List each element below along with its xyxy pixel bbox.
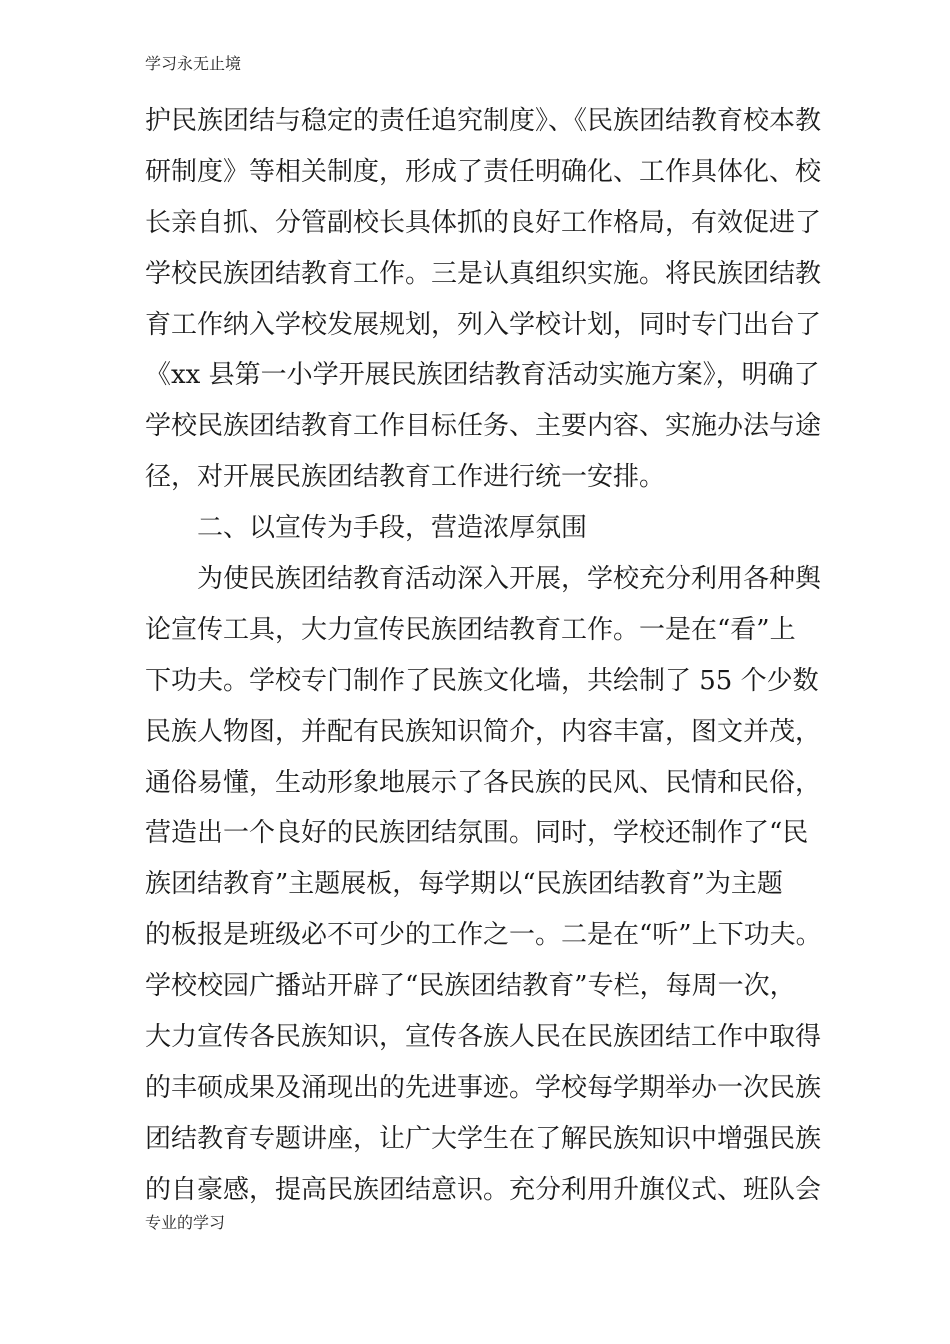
text-line: 护民族团结与稳定的责任追究制度》、《民族团结教育校本教 [145, 106, 822, 136]
text-line: 的板报是班级必不可少的工作之一。二是在“听”上下功夫。 [145, 920, 822, 951]
body-text [145, 96, 825, 1216]
text-line: 团结教育专题讲座，让广大学生在了解民族知识中增强民族 [145, 1123, 822, 1154]
text-line: 营造出一个良好的民族团结氛围。同时，学校还制作了“民 [145, 818, 809, 849]
text-line: 论宣传工具，大力宣传民族团结教育工作。一是在“看”上 [145, 614, 796, 645]
text-line: 族团结教育”主题展板，每学期以“民族团结教育”为主题 [145, 869, 783, 900]
text-line: 民族人物图，并配有民族知识简介，内容丰富，图文并茂， [145, 716, 822, 747]
text-line: 学校校园广播站开辟了“民族团结教育”专栏，每周一次， [145, 971, 796, 1002]
text-line: 长亲自抓、分管副校长具体抓的良好工作格局，有效促进了 [145, 207, 822, 238]
text-line: 的自豪感，提高民族团结意识。充分利用升旗仪式、班队会 [145, 1174, 822, 1205]
page-header: 学习永无止境 [145, 54, 242, 73]
text-line: 径，对开展民族团结教育工作进行统一安排。 [145, 462, 666, 493]
text-line: 二、以宣传为手段，营造浓厚氛围 [197, 513, 588, 544]
text-line: 学校民族团结教育工作。三是认真组织实施。将民族团结教 [145, 258, 822, 289]
text-line: 育工作纳入学校发展规划，列入学校计划，同时专门出台了 [145, 309, 822, 340]
text-line: 为使民族团结教育活动深入开展，学校充分利用各种舆 [197, 564, 822, 595]
text-line: 研制度》等相关制度，形成了责任明确化、工作具体化、校 [145, 156, 822, 187]
text-line: 大力宣传各民族知识，宣传各族人民在民族团结工作中取得 [145, 1022, 822, 1053]
text-line: 下功夫。学校专门制作了民族文化墙，共绘制了 55 个少数 [145, 665, 819, 696]
text-line: 的丰硕成果及涌现出的先进事迹。学校每学期举办一次民族 [145, 1072, 822, 1103]
text-line: 通俗易懂，生动形象地展示了各民族的民风、民情和民俗， [145, 767, 822, 798]
page-footer: 专业的学习 [145, 1213, 226, 1232]
text-line: 《xx 县第一小学开展民族团结教育活动实施方案》，明确了 [145, 360, 820, 391]
text-line: 学校民族团结教育工作目标任务、主要内容、实施办法与途 [145, 411, 822, 442]
